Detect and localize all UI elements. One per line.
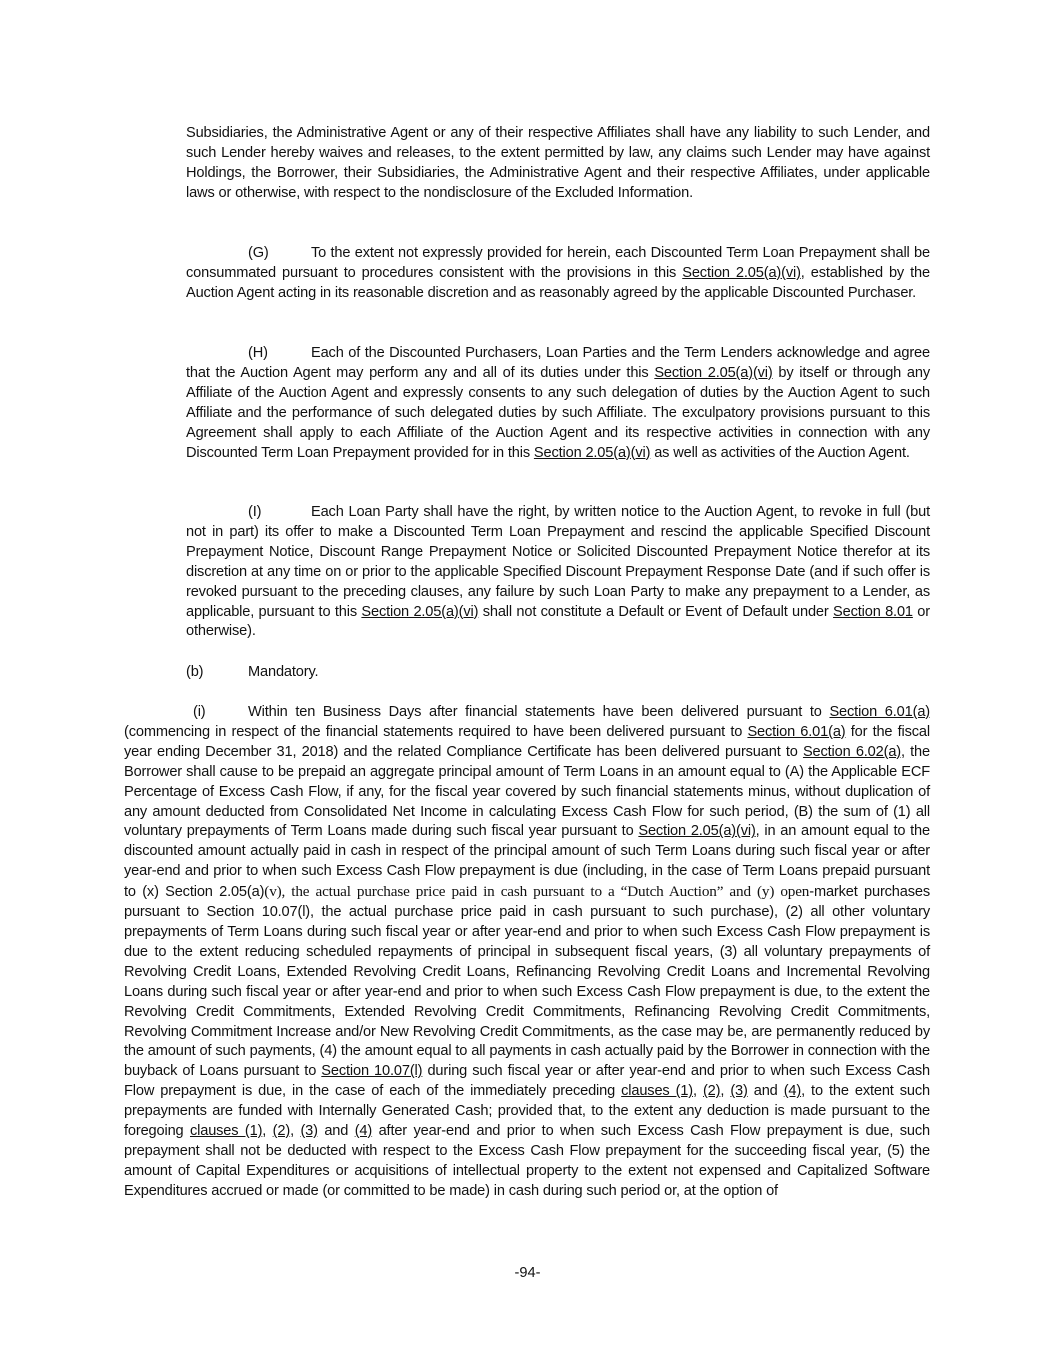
clause-reference: (3) <box>300 1123 318 1140</box>
clause-label: (G) <box>248 245 269 261</box>
clause-label: (H) <box>248 345 268 361</box>
clause-reference: clauses (1) <box>189 1123 263 1140</box>
clause-label: (i) <box>193 704 206 720</box>
section-reference: Section 2.05(a)(vi) <box>654 364 773 381</box>
clause-reference: (3) <box>730 1083 748 1100</box>
section-reference: Section 2.05(a)(vi) <box>638 823 756 840</box>
section-reference: Section 2.05(a)(vi) <box>533 444 651 461</box>
paragraph-i-lower: (i) Within ten Business Days after financial statements have been delivered pursuant to Section 6.01(a) (commencing in respect of the financial statements required to have been delivered pursuant to Section 6.01(a) for the fiscal year ending December 31, 2018) and the related Compliance Certificate has been delivered pursuant to Section 6.02(a), the Borrower shall cause to be prepaid an aggregate principal amount of Term Loans in an amount equal to (A) the Applicable ECF Percentage of Excess Cash Flow, if any, for the fiscal year covered by such financial statements minus, without duplication of any amount deducted from Consolidated Net Income in calculating Excess Cash Flow for such period, (B) the sum of (1) all voluntary prepayments of Term Loans made during such fiscal year pursuant to Section 2.05(a)(vi), in an amount equal to the discounted amount actually paid in cash in respect of the principal amount of such Term Loans during such fiscal year or after year-end and prior to when such Excess Cash Flow prepayment is due (including, in the case of Term Loans prepaid pursuant to (x) Section 2.05(a)(v), the actual purchase price paid in cash pursuant to a “Dutch Auction” and (y) open-market purchases pursuant to Section 10.07(l), the actual purchase price paid in cash pursuant to such purchase), (2) all other voluntary prepayments of Term Loans during such fiscal year or after year-end and prior to when such Excess Cash Flow prepayment is due to the extent reducing scheduled repayments of principal in subsequent fiscal years, (3) all voluntary prepayments of Revolving Credit Loans, Extended Revolving Credit Loans, Refinancing Revolving Credit Loans and Incremental Revolving Loans during such fiscal year or after year-end and prior to when such Excess Cash Flow prepayment is due, to the extent the Revolving Credit Commitments, Extended Revolving Credit Commitments, Refinancing Revolving Credit Commitments, Revolving Commitment Increase and/or New Revolving Credit Commitments, as the case may be, are permanently reduced by the amount of such payments, (4) the amount equal to all payments in cash actually paid by the Borrower in connection with the buyback of Loans pursuant to Section 10.07(l) during such fiscal year or after year-end and prior to when such Excess Cash Flow prepayment is due, in the case of each of the immediately preceding clauses (1), (2), (3) and (4), to the extent such prepayments are funded with Internally Generated Cash; provided that, to the extent any deduction is made pursuant to the foregoing clauses (1), (2), (3) and (4) after year-end and prior to when such Excess Cash Flow prepayment is due, such prepayment shall not be deducted with respect to the Excess Cash Flow prepayment for the succeeding fiscal year, (5) the amount of Capital Expenditures or acquisitions of intellectual property to the extent not expensed and Capitalized Software Expenditures accrued or made (or committed to be made) in cash during such period or, at the option of <box>124 704 930 1199</box>
section-reference: Section 10.07(l) <box>321 1063 423 1080</box>
clause-reference: (2) <box>702 1083 721 1100</box>
clause-reference: (4) <box>354 1123 373 1140</box>
section-reference: Section 6.01(a) <box>747 723 846 740</box>
paragraph-i-upper: (I) Each Loan Party shall have the right, by written notice to the Auction Agent, to revoke in full (but not in part) its offer to make a Discounted Term Loan Prepayment and rescind the applicable Specified Discount Prepayment Notice, Discount Range Prepayment Notice or Solicited Discounted Prepayment Notice therefor at its discretion at any time on or prior to the applicable Specified Discount Prepayment Response Date (and if such offer is revoked pursuant to the preceding clauses, any failure by such Loan Party to make any prepayment to a Lender, as applicable, pursuant to this Section 2.05(a)(vi) shall not constitute a Default or Event of Default under Section 8.01 or otherwise). <box>186 504 930 640</box>
clause-label: (b) <box>186 664 204 680</box>
section-heading: Mandatory. <box>248 664 319 680</box>
page-number: -94- <box>514 1265 541 1281</box>
clause-label: (I) <box>248 504 262 520</box>
clause-reference: clauses (1) <box>621 1083 694 1100</box>
paragraph-text: Subsidiaries, the Administrative Agent or any of their respective Affiliates shall have any liability to such Lender, and such Lender hereby waives and releases, to the extent permitted by law, any claims such Lender may have against Holdings, the Borrower, their Subsidiaries, the Administrative Agent and their respective Affiliates, under applicable laws or otherwise, with respect to the nondisclosure of the Excluded Information. <box>186 125 930 201</box>
paragraph-b-heading <box>186 663 930 683</box>
clause-reference: (2) <box>272 1123 291 1140</box>
section-reference: Section 8.01 <box>833 603 913 620</box>
section-reference: Section 6.01(a) <box>829 704 930 720</box>
section-reference: Section 2.05(a)(vi) <box>361 603 479 620</box>
paragraph-g: (G) To the extent not expressly provided for herein, each Discounted Term Loan Prepayment shall be consummated pursuant to procedures consistent with the provisions in this Section 2.05(a)(vi), established by the Auction Agent acting in its reasonable discretion and as reasonably agreed by the applicable Discounted Purchaser. <box>186 245 930 301</box>
section-reference: Section 6.02(a) <box>802 743 902 760</box>
clause-reference: (4) <box>783 1083 802 1100</box>
section-reference: Section 2.05(a)(vi) <box>682 264 801 281</box>
paragraph-h: (H) Each of the Discounted Purchasers, Loan Parties and the Term Lenders acknowledge and agree that the Auction Agent may perform any and all of its duties under this Section 2.05(a)(vi) by itself or through any Affiliate of the Auction Agent and expressly consents to any such delegation of duties by the Auction Agent to such Affiliate and the performance of such delegated duties by such Affiliate. The exculpatory provisions pursuant to this Agreement shall apply to each Affiliate of the Auction Agent and its respective activities in connection with any Discounted Term Loan Prepayment provided for in this Section 2.05(a)(vi) as well as activities of the Auction Agent. <box>186 345 931 461</box>
paragraph-continuation <box>186 124 930 204</box>
